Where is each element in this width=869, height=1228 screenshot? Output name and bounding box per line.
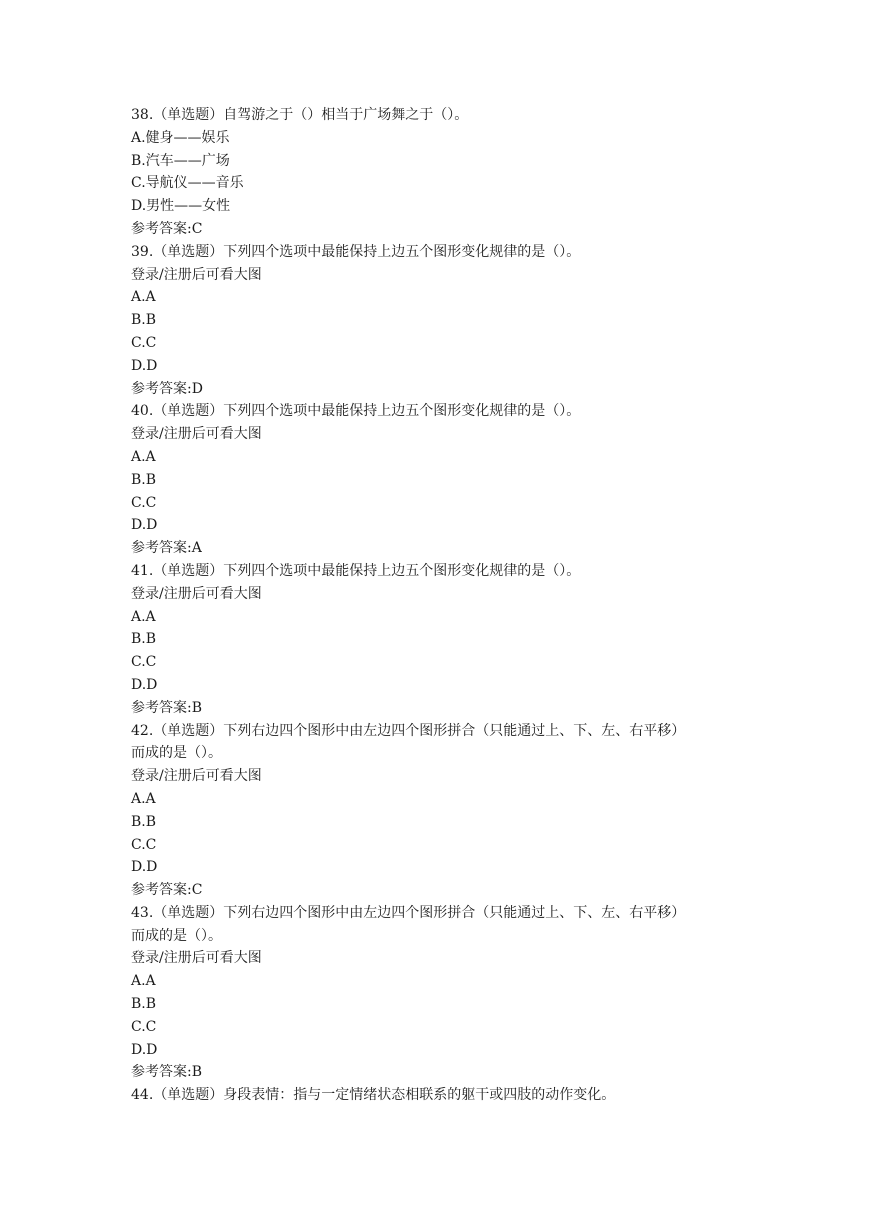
q43-option-d: D.D bbox=[131, 1041, 158, 1058]
q40-image-placeholder[interactable]: 登录/注册后可看大图 bbox=[131, 426, 262, 443]
q39-option-b: B.B bbox=[131, 312, 157, 329]
q40-stem: 40.（单选题）下列四个选项中最能保持上边五个图形变化规律的是（）。 bbox=[131, 403, 581, 420]
q42-answer: 参考答案:C bbox=[131, 882, 203, 899]
q43-stem: 43.（单选题）下列右边四个图形中由左边四个图形拼合（只能通过上、下、左、右平移） bbox=[131, 904, 686, 921]
q42-option-d: D.D bbox=[131, 859, 158, 876]
q41-option-b: B.B bbox=[131, 631, 157, 648]
q43-stem-continued: 而成的是（）。 bbox=[131, 927, 222, 944]
q42-option-c: C.C bbox=[131, 836, 157, 853]
q39-image-placeholder[interactable]: 登录/注册后可看大图 bbox=[131, 266, 262, 283]
q42-option-a: A.A bbox=[131, 790, 156, 807]
q41-option-c: C.C bbox=[131, 654, 157, 671]
q40-option-b: B.B bbox=[131, 471, 157, 488]
q39-option-a: A.A bbox=[131, 289, 156, 306]
q42-option-b: B.B bbox=[131, 813, 157, 830]
q40-option-c: C.C bbox=[131, 494, 157, 511]
q41-image-placeholder[interactable]: 登录/注册后可看大图 bbox=[131, 585, 262, 602]
q43-image-placeholder[interactable]: 登录/注册后可看大图 bbox=[131, 950, 262, 967]
q40-option-a: A.A bbox=[131, 448, 156, 465]
q39-option-c: C.C bbox=[131, 334, 157, 351]
q38-option-c: C.导航仪——音乐 bbox=[131, 175, 244, 192]
q41-option-d: D.D bbox=[131, 676, 158, 693]
q43-option-c: C.C bbox=[131, 1018, 157, 1035]
q38-option-a: A.健身——娱乐 bbox=[131, 129, 230, 146]
q40-answer: 参考答案:A bbox=[131, 540, 202, 557]
q40-option-d: D.D bbox=[131, 517, 158, 534]
q42-stem: 42.（单选题）下列右边四个图形中由左边四个图形拼合（只能通过上、下、左、右平移） bbox=[131, 722, 686, 739]
q41-option-a: A.A bbox=[131, 608, 156, 625]
q42-image-placeholder[interactable]: 登录/注册后可看大图 bbox=[131, 768, 262, 785]
q41-stem: 41.（单选题）下列四个选项中最能保持上边五个图形变化规律的是（）。 bbox=[131, 562, 581, 579]
document-page bbox=[131, 104, 751, 1107]
q39-stem: 39.（单选题）下列四个选项中最能保持上边五个图形变化规律的是（）。 bbox=[131, 243, 581, 260]
q43-answer: 参考答案:B bbox=[131, 1064, 203, 1081]
q38-stem: 38.（单选题）自驾游之于（）相当于广场舞之于（）。 bbox=[131, 107, 469, 123]
q38-option-d: D.男性——女性 bbox=[131, 198, 231, 215]
q44-stem: 44.（单选题）身段表情：指与一定情绪状态相联系的躯干或四肢的动作变化。 bbox=[131, 1087, 616, 1104]
q43-option-a: A.A bbox=[131, 973, 156, 990]
q39-option-d: D.D bbox=[131, 357, 158, 374]
q38-option-b: B.汽车——广场 bbox=[131, 152, 230, 169]
q43-option-b: B.B bbox=[131, 996, 157, 1013]
q38-answer: 参考答案:C bbox=[131, 220, 203, 237]
q41-answer: 参考答案:B bbox=[131, 699, 203, 716]
q42-stem-continued: 而成的是（）。 bbox=[131, 745, 222, 762]
q39-answer: 参考答案:D bbox=[131, 380, 203, 397]
